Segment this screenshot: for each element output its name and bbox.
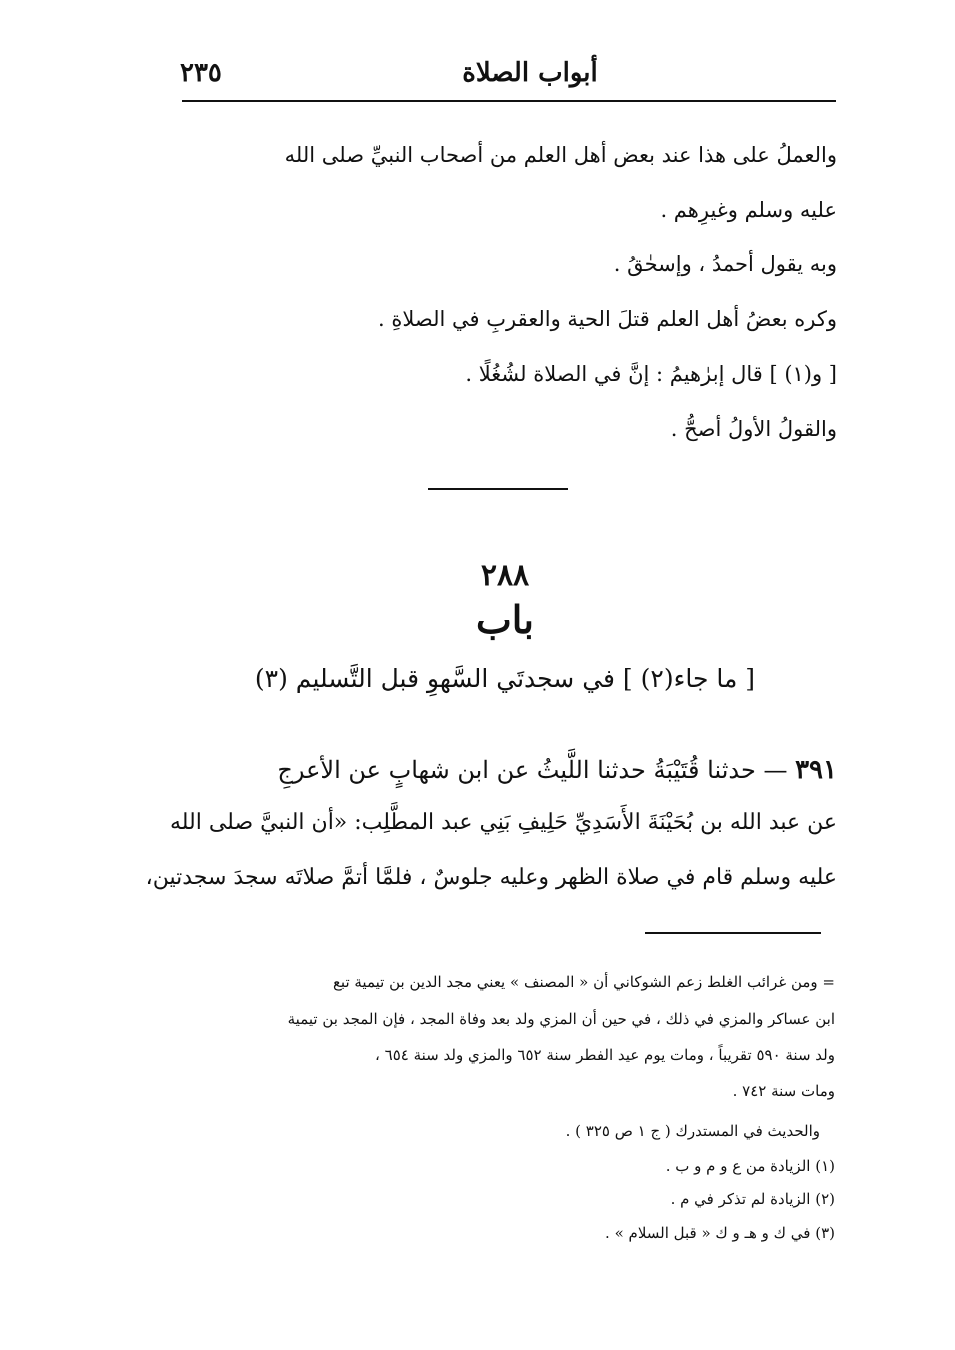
footnote-rule — [645, 932, 821, 934]
text-line: [ و(١) ] قال إبرٰهيمُ : إنَّ في الصلاة لشُغُلًا . — [465, 362, 837, 386]
hadith-text: — حدثنا قُتَيْبَةُ حدثنا اللَّيثُ عن ابن شهابٍ عن الأعرجِ — [277, 756, 788, 784]
chapter-number: ٢٨٨ — [480, 558, 530, 593]
hadith-line — [277, 755, 837, 785]
text-line: عليه وسلم وغيرِهم . — [660, 198, 837, 222]
text-line: والقولُ الأولُ أصحُّ . — [670, 417, 837, 441]
hadith-line: عليه وسلم قام في صلاة الظهر وعليه جلوسٌ ، فلمَّا أتمَّ صلاتَه سجدَ سجدتين، — [145, 865, 837, 890]
running-header-title: أبواب الصلاة — [462, 58, 598, 88]
chapter-title: [ ما جاء(٢) ] في سجدتَي السَّهوِ قبل التَّسليم (٣) — [254, 664, 756, 693]
footnote-line: ابن عساكر والمزي في ذلك ، في حين أن المزي ولد بعد وفاة المجد ، فإن المجد بن تيمية — [287, 1010, 835, 1028]
footnote-line: (٢) الزيادة لم تذكر في م . — [670, 1190, 835, 1208]
chapter-label: باب — [476, 597, 534, 642]
hadith-number: ٣٩١ — [795, 755, 837, 785]
text-line: والعملُ على هذا عند بعض أهل العلم من أصحاب النبيِّ صلى الله — [284, 143, 837, 167]
hadith-line: عن عبد الله بن بُحَيْنَةَ الأَسَدِيِّ حَلِيفِ بَنِي عبد المطَّلِب: «أن النبيَّ صلى الله — [169, 810, 837, 835]
footnote-line: والحديث في المستدرك ( ج ١ ص ٣٢٥ ) . — [565, 1122, 820, 1140]
text-line: وبه يقول أحمدُ ، وإسحٰقُ . — [613, 252, 837, 276]
section-separator — [428, 488, 568, 490]
page-number: ٢٣٥ — [180, 58, 222, 88]
footnote-line: (١) الزيادة من ع و م و ب . — [665, 1157, 835, 1175]
footnote-line: ولد سنة ٥٩٠ تقريباً ، ومات يوم عيد الفطر سنة ٦٥٢ والمزي ولد سنة ٦٥٤ ، — [375, 1046, 835, 1064]
text-line: وكره بعضُ أهل العلم قتلَ الحية والعقربِ في الصلاةِ . — [378, 307, 837, 331]
footnote-line: ومات سنة ٧٤٢ . — [732, 1082, 835, 1100]
footnote-line: (٣) في ك و هـ و ك « قبل السلام » . — [605, 1224, 835, 1242]
header-rule — [182, 100, 836, 102]
footnote-line: = ومن غرائب الغلط زعم الشوكاني أن « المصنف » يعني مجد الدين بن تيمية تبع — [332, 973, 835, 991]
